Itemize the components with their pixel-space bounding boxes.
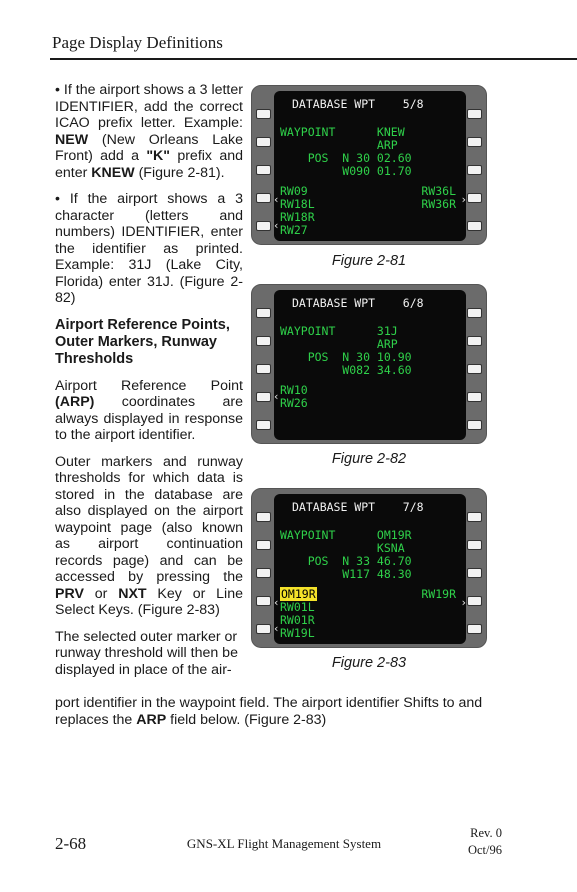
left-item-2: RW01L	[280, 600, 315, 614]
p1-bold-knew: KNEW	[91, 164, 135, 181]
screen-line-4: W082 34.60	[280, 363, 412, 377]
left-item-4: RW19L	[280, 626, 315, 640]
lsk-l5[interactable]	[256, 221, 271, 231]
left-arrow-icon: ‹	[274, 622, 279, 635]
cdu-screen	[274, 290, 466, 440]
screen-line-3: POS N 30 02.60	[280, 151, 412, 165]
lsk-l2[interactable]	[256, 137, 271, 147]
p4-text-c: Key or Line Select Keys. (Figure 2-83)	[55, 585, 243, 618]
screen-line-2: KSNA	[280, 541, 405, 555]
lsk-r1[interactable]	[467, 308, 482, 318]
lsk-r3[interactable]	[467, 364, 482, 374]
paragraph-3-character-identifier: • If the airport shows a 3 character (letters and numbers) IDENTIFIER, enter the identifier as printed. Example: 31J (Lake City, Florida) enter 31J. (Figure 2-82)	[55, 191, 243, 306]
lsk-l1[interactable]	[256, 308, 271, 318]
p3-text-a: Airport Reference Point	[55, 377, 243, 394]
lsk-l4[interactable]	[256, 392, 271, 402]
lsk-r3[interactable]	[467, 568, 482, 578]
screen-line-3: POS N 30 10.90	[280, 350, 412, 364]
cdu-screen	[274, 494, 466, 644]
right-item-1: RW36L	[421, 184, 456, 198]
lsk-r1[interactable]	[467, 512, 482, 522]
tail-text-a: port identifier in the waypoint field. The airport identifier Shifts to and replaces the	[55, 695, 483, 728]
screen-line-1: WAYPOINT OM19R	[280, 528, 412, 542]
left-item-4: RW27	[280, 223, 308, 237]
left-item-2: RW18L	[280, 197, 315, 211]
p3-text-b: coordinates are always displayed in response to the airport identifier.	[55, 394, 243, 443]
right-item-2: RW36R	[421, 197, 456, 211]
footer-revision	[450, 825, 502, 859]
tail-text-b: field below. (Figure 2-83)	[166, 711, 327, 728]
lsk-r2[interactable]	[467, 137, 482, 147]
screen-line-2: ARP	[280, 337, 398, 351]
screen-title: DATABASE WPT 6/8	[292, 296, 424, 310]
caption-figure-2-81: Figure 2-81	[331, 253, 407, 269]
p4-text-a: Outer markers and runway thresholds for which data is stored in the database are also displayed on the airport waypoint page (also known as airport continuation records page) and can be accessed by pressing the	[55, 453, 243, 585]
lsk-l2[interactable]	[256, 336, 271, 346]
lsk-r4[interactable]	[467, 193, 482, 203]
p1-text-a: • If the airport shows a 3 letter IDENTIFIER, add the correct ICAO prefix letter. Example:	[55, 82, 243, 131]
paragraph-selected-marker: The selected outer marker or runway threshold will then be displayed in place of the air-	[55, 628, 238, 678]
screen-line-1: WAYPOINT 31J	[280, 324, 398, 338]
left-arrow-icon: ‹	[274, 596, 279, 609]
lsk-r4[interactable]	[467, 596, 482, 606]
screen-title: DATABASE WPT 7/8	[292, 500, 424, 514]
right-arrow-icon: ›	[461, 193, 466, 206]
cdu-figure-2-82	[251, 284, 487, 444]
lsk-l4[interactable]	[256, 596, 271, 606]
lsk-r2[interactable]	[467, 540, 482, 550]
left-arrow-icon: ‹	[274, 193, 279, 206]
cdu-figure-2-81	[251, 85, 487, 245]
p1-bold-k: "K"	[146, 148, 171, 164]
left-column	[55, 82, 243, 688]
lsk-r5[interactable]	[467, 221, 482, 231]
header-rule	[50, 58, 577, 60]
paragraph-outer-markers	[55, 454, 243, 619]
cdu-screen	[274, 91, 466, 241]
p1-text-b: (New Orleans Lake Front) add a	[55, 131, 243, 164]
screen-line-4: W090 01.70	[280, 164, 412, 178]
screen-line-4: W117 48.30	[280, 567, 412, 581]
footer-title: GNS-XL Flight Management System	[186, 836, 382, 851]
screen-line-3: POS N 33 46.70	[280, 554, 412, 568]
tail-bold-arp: ARP	[136, 711, 167, 728]
cdu-figure-2-83	[251, 488, 487, 648]
lsk-l3[interactable]	[256, 364, 271, 374]
lsk-l5[interactable]	[256, 420, 271, 430]
left-item-1: RW10	[280, 383, 308, 397]
lsk-l4[interactable]	[256, 193, 271, 203]
p4-text-b: or	[83, 585, 119, 602]
caption-figure-2-83: Figure 2-83	[331, 655, 407, 671]
lsk-l5[interactable]	[256, 624, 271, 634]
lsk-l1[interactable]	[256, 512, 271, 522]
section-heading: Airport Reference Points, Outer Markers, Runway Thresholds	[55, 316, 230, 367]
left-arrow-icon: ‹	[274, 390, 279, 403]
footer-rev: Rev. 0	[470, 826, 502, 840]
lsk-r1[interactable]	[467, 109, 482, 119]
p1-text-c: prefix and enter	[55, 148, 243, 181]
p4-bold-nxt: NXT	[118, 585, 147, 602]
footer-date: Oct/96	[467, 843, 502, 857]
lsk-l3[interactable]	[256, 568, 271, 578]
left-item-3: RW18R	[280, 210, 315, 224]
lsk-r5[interactable]	[467, 624, 482, 634]
left-item-1: RW09	[280, 184, 308, 198]
paragraph-3-letter-identifier	[55, 82, 243, 181]
lsk-r4[interactable]	[467, 392, 482, 402]
footer-page-number: 2-68	[55, 834, 87, 853]
header-title: Page Display Definitions	[52, 33, 223, 52]
lsk-l2[interactable]	[256, 540, 271, 550]
left-arrow-icon: ‹	[274, 219, 279, 232]
p1-text-d: (Figure 2-81).	[134, 164, 225, 181]
p3-bold-arp: (ARP)	[55, 394, 95, 410]
lsk-r3[interactable]	[467, 165, 482, 175]
paragraph-arp	[55, 378, 243, 444]
selected-highlight: OM19R	[281, 587, 316, 601]
p4-bold-prv: PRV	[55, 585, 84, 602]
right-arrow-icon: ›	[461, 596, 466, 609]
right-item-1: RW19R	[421, 587, 456, 601]
screen-title: DATABASE WPT 5/8	[292, 97, 424, 111]
lsk-r5[interactable]	[467, 420, 482, 430]
left-item-2: RW26	[280, 396, 308, 410]
paragraph-tail	[55, 695, 505, 728]
screen-line-1: WAYPOINT KNEW	[280, 125, 405, 139]
p1-bold-new: NEW	[55, 131, 89, 148]
left-item-3: RW01R	[280, 613, 315, 627]
lsk-r2[interactable]	[467, 336, 482, 346]
caption-figure-2-82: Figure 2-82	[331, 451, 407, 467]
screen-line-2: ARP	[280, 138, 398, 152]
lsk-l1[interactable]	[256, 109, 271, 119]
lsk-l3[interactable]	[256, 165, 271, 175]
